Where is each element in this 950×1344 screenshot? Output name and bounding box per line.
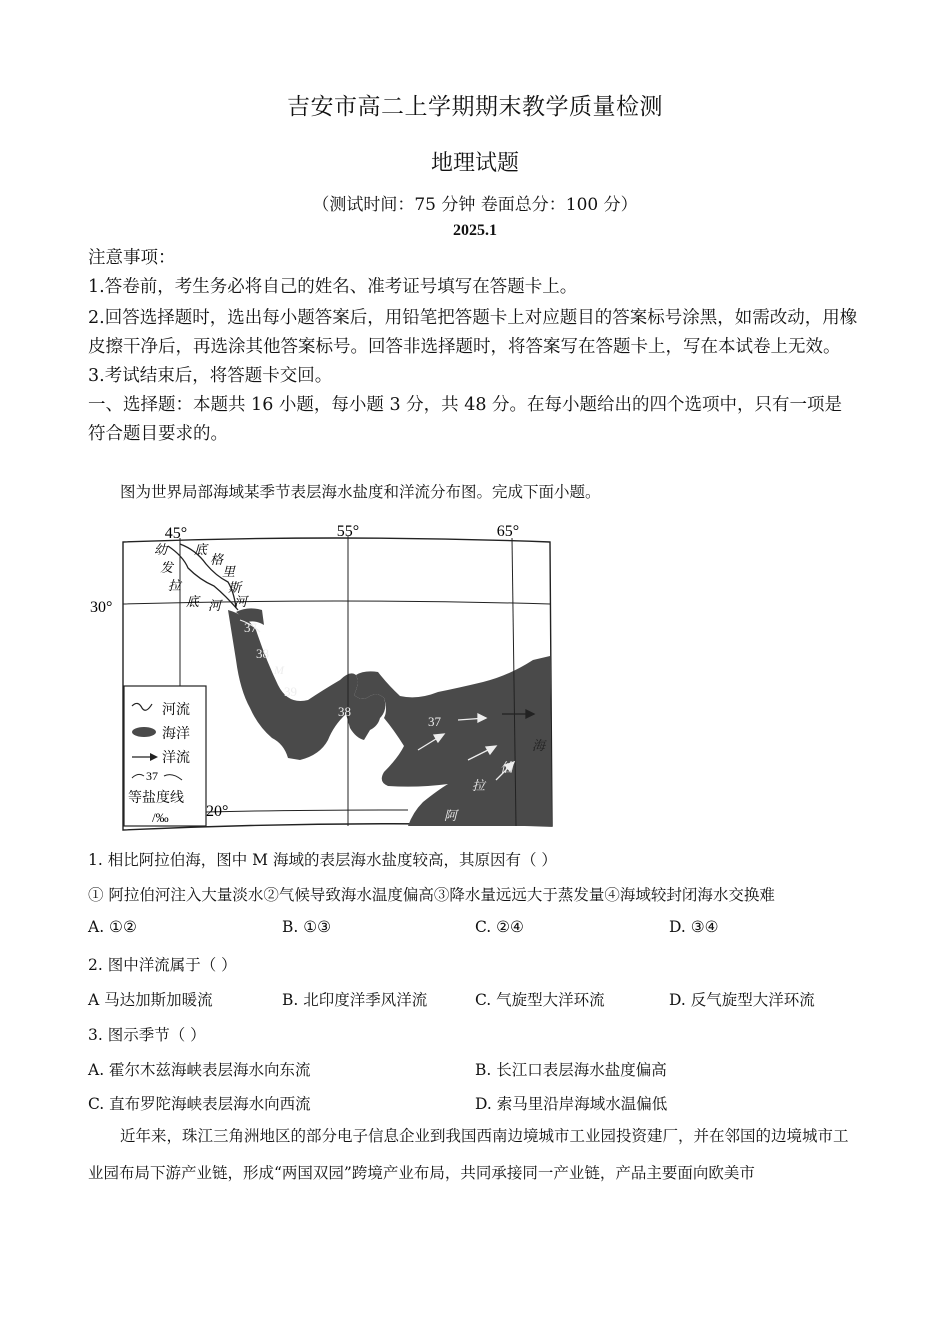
svg-text:海洋: 海洋	[162, 727, 190, 742]
svg-text:幼: 幼	[154, 542, 168, 557]
question-1-stem: 1. 相比阿拉伯海，图中 M 海域的表层海水盐度较高，其原因有（ ）	[88, 851, 557, 869]
question-2-stem: 2. 图中洋流属于（ ）	[88, 956, 237, 974]
svg-text:/‰: /‰	[152, 810, 169, 825]
q3-option-b[interactable]: B. 长江口表层海水盐度偏高	[475, 1061, 667, 1079]
svg-text:里: 里	[222, 564, 236, 579]
svg-text:拉: 拉	[472, 778, 486, 793]
exam-date: 2025.1	[453, 222, 497, 239]
svg-text:格: 格	[210, 552, 224, 567]
q3-option-d[interactable]: D. 索马里沿岸海域水温偏低	[475, 1095, 668, 1113]
exam-time-info: （测试时间：75 分钟 卷面总分：100 分）	[312, 195, 638, 215]
notes-heading: 注意事项：	[88, 248, 176, 268]
q3-option-c[interactable]: C. 直布罗陀海峡表层海水向西流	[88, 1095, 311, 1113]
m-label: M	[274, 663, 284, 677]
lon-label-65: 65°	[496, 523, 520, 540]
note-item: 1.答卷前，考生务必将自己的姓名、准考证号填写在答题卡上。	[88, 277, 578, 297]
svg-text:河流: 河流	[162, 703, 190, 718]
legend-ocean-symbol	[132, 727, 156, 737]
q2-option-a[interactable]: A 马达加斯加暖流	[88, 991, 213, 1009]
svg-text:海: 海	[532, 738, 546, 753]
svg-text:37: 37	[146, 769, 158, 783]
q1-option-c[interactable]: C. ②④	[475, 918, 524, 936]
q1-option-d[interactable]: D. ③④	[669, 918, 719, 936]
question-1-statement: ① 阿拉伯河注入大量淡水②气候导致海水温度偏高③降水量远远大于蒸发量④海域较封闭海水交换难	[88, 886, 775, 904]
q1-option-a[interactable]: A. ①②	[88, 918, 137, 936]
svg-text:斯: 斯	[228, 580, 242, 595]
question-3-stem: 3. 图示季节（ ）	[88, 1026, 206, 1044]
exam-subtitle: 地理试题	[430, 151, 519, 176]
svg-text:底: 底	[194, 542, 208, 557]
note-item: 2.回答选择题时，选出每小题答案后，用铅笔把答题卡上对应题目的答案标号涂黑，如需改动，用橡皮擦干净后，再选涂其他答案标号。回答非选择题时，将答案写在答题卡上，写在本试卷上无效。	[88, 308, 858, 357]
q1-option-b[interactable]: B. ①③	[282, 918, 332, 936]
note-item: 3.考试结束后，将答题卡交回。	[88, 366, 333, 386]
isohaline-label: 37	[244, 620, 257, 635]
svg-text:底: 底	[186, 594, 200, 609]
svg-text:洋流: 洋流	[162, 751, 190, 766]
svg-text:河: 河	[208, 598, 222, 613]
svg-text:发: 发	[160, 560, 174, 575]
notes-block	[88, 244, 858, 449]
q3-option-a[interactable]: A. 霍尔木兹海峡表层海水向东流	[88, 1061, 311, 1079]
exam-title: 吉安市高二上学期期末教学质量检测	[287, 94, 663, 120]
section-heading: 一、选择题：本题共 16 小题，每小题 3 分，共 48 分。在每小题给出的四个选项中，只有一项是符合题目要求的。	[88, 395, 843, 444]
q2-option-b[interactable]: B. 北印度洋季风洋流	[282, 991, 428, 1009]
svg-text:伯: 伯	[500, 760, 514, 775]
isohaline-label: 38	[338, 704, 351, 719]
isohaline-label: 39	[284, 684, 297, 699]
map-legend	[124, 686, 206, 826]
lon-label-55: 55°	[336, 523, 360, 540]
q2-option-c[interactable]: C. 气旋型大洋环流	[475, 991, 605, 1009]
salinity-current-map	[88, 520, 558, 832]
reading-passage: 近年来，珠江三角洲地区的部分电子信息企业到我国西南边境城市工业园投资建厂，并在邻国的边境城市工业园布局下游产业链，形成“两国双园”跨境产业布局，共同承接同一产业链，产品主要面向欧美市	[88, 1127, 849, 1182]
q2-option-d[interactable]: D. 反气旋型大洋环流	[669, 991, 815, 1009]
svg-text:拉: 拉	[168, 578, 182, 593]
isohaline-label: 38	[256, 646, 269, 661]
isohaline-label: 37	[428, 714, 441, 729]
figure-intro: 图为世界局部海域某季节表层海水盐度和洋流分布图。完成下面小题。	[120, 483, 601, 501]
lat-label-30: 30°	[90, 599, 113, 616]
lon-label-45: 45°	[164, 525, 188, 542]
lat-label-20: 20°	[206, 803, 229, 820]
svg-text:阿: 阿	[444, 808, 458, 823]
svg-text:等盐度线: 等盐度线	[128, 791, 184, 806]
svg-text:河: 河	[234, 594, 248, 609]
